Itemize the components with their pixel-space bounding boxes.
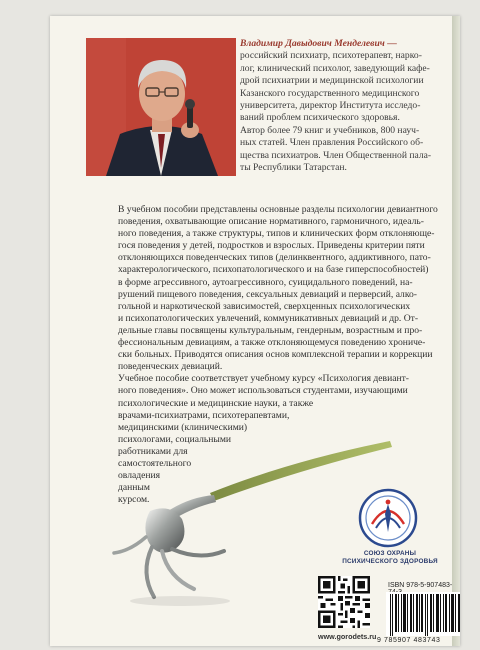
logo-caption bbox=[340, 550, 440, 566]
audience-line: курсом. bbox=[118, 494, 150, 506]
logo-caption-line: СОЮЗ ОХРАНЫ bbox=[363, 550, 417, 557]
author-photo bbox=[86, 38, 236, 176]
description-line: ски больных. Приводятся описания основ комплексной терапии и коррекции bbox=[118, 349, 433, 361]
description-line: дельные главы посвящены культуральным, гендерным, возрастным и про- bbox=[118, 324, 423, 336]
author-bio-line: Казанского государственного медицинского bbox=[240, 87, 420, 99]
audience-line: психологические и медицинские науки, а также bbox=[118, 397, 314, 409]
logo-emblem-icon bbox=[358, 488, 418, 548]
description-line: фессиональным девиациям, а также отклоняющемуся поведению хрониче- bbox=[118, 337, 426, 349]
audience-line: самостоятельного bbox=[118, 457, 192, 469]
audience-paragraph bbox=[118, 373, 444, 506]
book-back-cover bbox=[50, 16, 460, 646]
author-bio-line: ваний проблем психического здоровья. bbox=[240, 112, 400, 124]
description-line: ного поведения, а также структуры, типов и клинических форм отклоняюще- bbox=[118, 228, 435, 240]
audience-line: врачами-психиатрами, психотерапевтами, bbox=[118, 409, 290, 421]
barcode-icon bbox=[386, 592, 460, 636]
description-line: поведения, охватывающие описание нормативного, гармоничного, идеаль- bbox=[118, 216, 424, 228]
isbn-label: ISBN 978-5-907483- bbox=[388, 582, 453, 589]
qr-code-icon bbox=[318, 576, 370, 628]
author-bio-line: лог, клинический психолог, заведующий кафе- bbox=[240, 62, 430, 74]
description-line: гольной и наркотической зависимостей, сверхценных психологических bbox=[118, 300, 411, 312]
author-bio-line: дрой психиатрии и медицинской психологии bbox=[240, 75, 424, 87]
author-bio-line: щества психиатров. Член Общественной пала- bbox=[240, 149, 432, 161]
author-bio bbox=[240, 38, 435, 174]
description-text bbox=[118, 204, 444, 506]
author-bio-line: российский психиатр, психотерапевт, нарко- bbox=[240, 50, 422, 62]
description-line: рушений пищевого поведения, сексуальных девиаций и перверсий, алко- bbox=[118, 288, 418, 300]
mental-health-union-logo bbox=[340, 488, 440, 578]
cover-edge bbox=[452, 16, 460, 646]
description-line: гося поведения у детей, подростков и взрослых. Приведены критерии пяти bbox=[118, 240, 425, 252]
audience-line: психологами, социальными bbox=[118, 433, 232, 445]
author-bio-line: Автор более 79 книг и учебников, 800 науч- bbox=[240, 124, 420, 136]
audience-line: работниками для bbox=[118, 445, 188, 457]
description-line: характерологического, психопатологического и на базе гиперспособностей) bbox=[118, 264, 429, 276]
description-line: поведенческих девиаций. bbox=[118, 361, 223, 373]
barcode-digits: 9 785907 483743 bbox=[377, 637, 441, 644]
audience-line: медицинскими (клиническими) bbox=[118, 421, 248, 433]
description-line: и психопатологических увлечений, коммуникативных девиаций и др. От- bbox=[118, 312, 419, 324]
audience-line: Учебное пособие соответствует учебному курсу «Психология девиант- bbox=[118, 373, 409, 385]
audience-line: ного поведения». Оно может использоваться студентами, изучающими bbox=[118, 385, 408, 397]
author-bio-line: ных статей. Член правления Российского об- bbox=[240, 137, 424, 149]
author-bio-line: ты Республики Татарстан. bbox=[240, 162, 347, 174]
author-name: Владимир Давыдович Менделевич — bbox=[240, 38, 397, 49]
audience-line: овладения bbox=[118, 470, 161, 482]
description-line: отклоняющихся поведенческих типов (делинквентного, аддиктивного, пато- bbox=[118, 252, 431, 264]
description-line: в форме агрессивного, аутоагрессивного, суицидального поведений, на- bbox=[118, 276, 413, 288]
publisher-website: www.gorodets.ru bbox=[318, 632, 377, 641]
audience-line: данным bbox=[118, 482, 150, 494]
logo-caption-line: ПСИХИЧЕСКОГО ЗДОРОВЬЯ bbox=[342, 558, 438, 565]
description-line: В учебном пособии представлены основные разделы психологии девиантного bbox=[118, 204, 438, 215]
author-bio-line: университета, директор Института исследо- bbox=[240, 100, 421, 112]
description-paragraph bbox=[118, 204, 444, 373]
